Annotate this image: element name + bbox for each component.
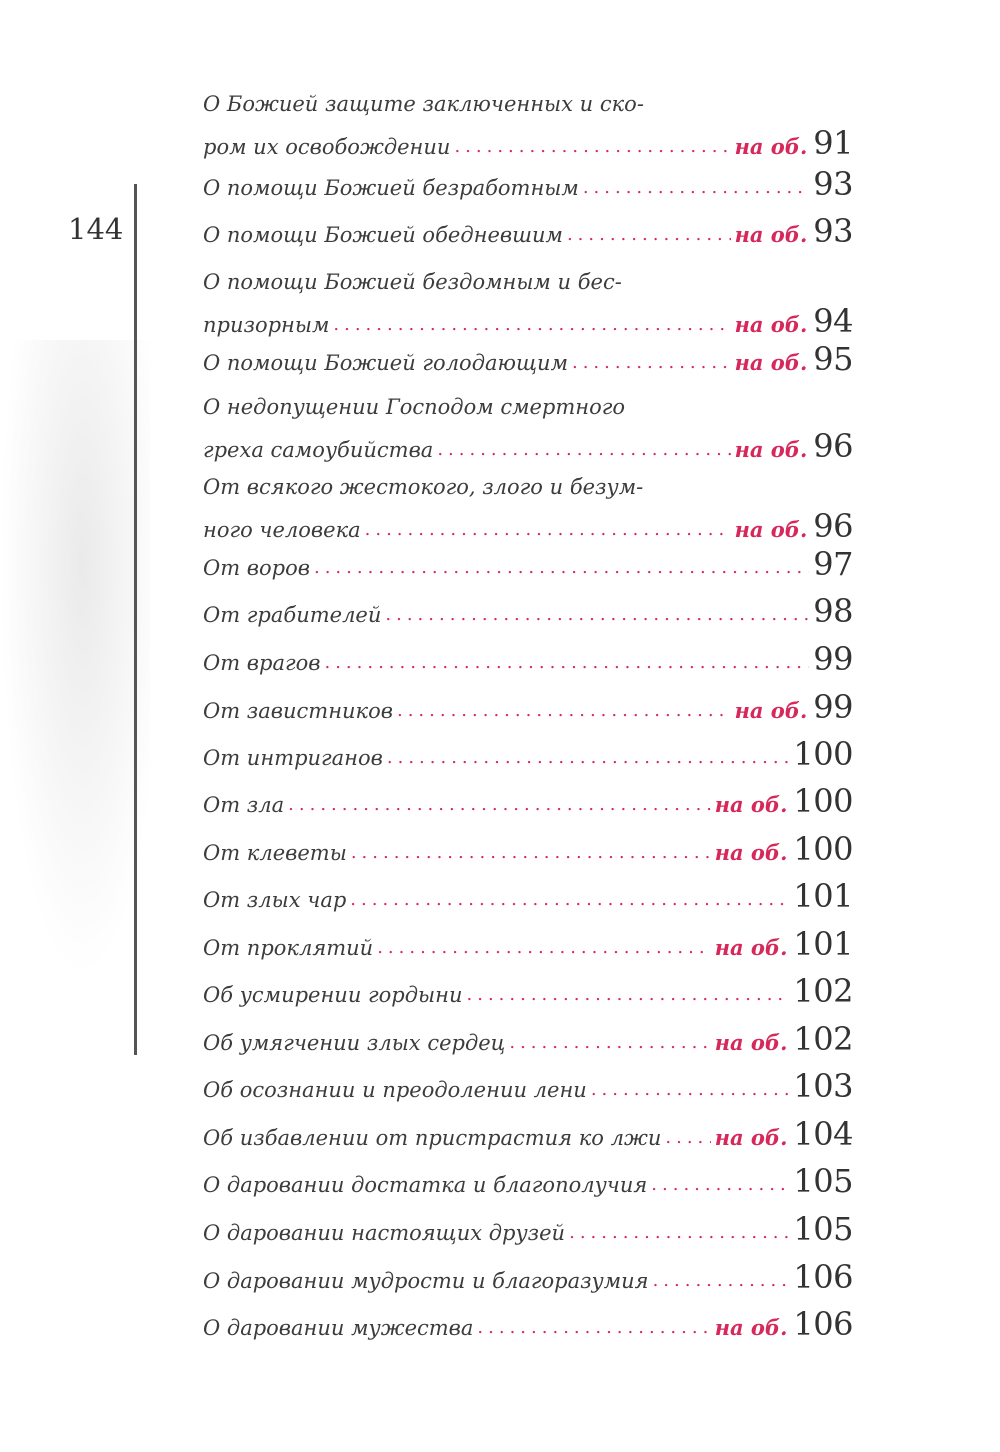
dot-leader <box>651 1174 789 1195</box>
toc-entry <box>203 212 853 250</box>
toc-entry-row <box>203 1115 853 1153</box>
toc-page-number: 93 <box>813 212 853 250</box>
dot-leader <box>397 700 731 721</box>
toc-entry-row <box>203 830 853 868</box>
dot-leader <box>333 314 730 335</box>
toc-entry-row <box>203 507 853 545</box>
toc-page-number: 106 <box>793 1258 853 1296</box>
toc-entry-row <box>203 1210 853 1248</box>
on-insert-label: на об. <box>734 312 808 337</box>
toc-page-number: 104 <box>793 1115 853 1153</box>
toc-entry <box>203 830 853 868</box>
toc-entry <box>203 1115 853 1153</box>
toc-entry <box>203 1210 853 1248</box>
on-insert-label: на об. <box>714 840 788 865</box>
toc-entry-row <box>203 1020 853 1058</box>
toc-entry-title: От зла <box>203 793 285 817</box>
toc-page-number: 101 <box>793 877 853 915</box>
toc-entry-row <box>203 1305 853 1343</box>
toc-entry-title: О помощи Божией обедневшим <box>203 223 563 247</box>
toc-entry-row <box>203 640 853 678</box>
toc-entry-title: греха самоубийства <box>203 438 434 462</box>
toc-page-number: 95 <box>813 340 853 378</box>
toc-entry-title: От воров <box>203 556 310 580</box>
toc-page-number: 94 <box>813 302 853 340</box>
toc-entry-row <box>203 925 853 963</box>
toc-page-number: 100 <box>793 735 853 773</box>
toc-page-number: 103 <box>793 1067 853 1105</box>
dot-leader <box>454 136 730 157</box>
toc-page-number: 102 <box>793 1020 853 1058</box>
toc-entry <box>203 640 853 678</box>
toc-entry <box>203 877 853 915</box>
dot-leader <box>653 1270 790 1291</box>
dot-leader <box>437 439 730 460</box>
toc-page-number: 91 <box>813 124 853 162</box>
toc-page-number: 99 <box>813 640 853 678</box>
toc-entry-title-line: О помощи Божией бездомным и бес- <box>203 270 622 294</box>
toc-entry-row <box>203 782 853 820</box>
toc-page-number: 100 <box>793 782 853 820</box>
dot-leader <box>569 1222 789 1243</box>
dot-leader <box>509 1032 710 1053</box>
on-insert-label: на об. <box>714 1125 788 1150</box>
dot-leader <box>288 794 711 815</box>
toc-page-number: 98 <box>813 592 853 630</box>
toc-entry-title: ром их освобождении <box>203 135 451 159</box>
dot-leader <box>314 557 809 578</box>
on-insert-label: на об. <box>734 222 808 247</box>
toc-entry <box>203 545 853 583</box>
toc-page-number: 106 <box>793 1305 853 1343</box>
toc-entry-row <box>203 427 853 465</box>
toc-entry-title: Об умягчении злых сердец <box>203 1031 506 1055</box>
toc-entry-title: От грабителей <box>203 603 382 627</box>
on-insert-label: на об. <box>734 134 808 159</box>
toc-entry <box>203 165 853 203</box>
toc-entry-row <box>203 735 853 773</box>
dot-leader <box>477 1317 710 1338</box>
toc-entry-title: О помощи Божией безработным <box>203 176 579 200</box>
toc-entry-title: Об избавлении от пристрастия ко лжи <box>203 1126 662 1150</box>
dot-leader <box>572 352 731 373</box>
toc-entry <box>203 735 853 773</box>
toc-entry-row <box>203 972 853 1010</box>
toc-entry-row <box>203 688 853 726</box>
toc-entry <box>203 475 853 545</box>
dot-leader <box>350 889 789 910</box>
toc-entry-title: Об осознании и преодолении лени <box>203 1078 587 1102</box>
dot-leader <box>567 224 731 245</box>
toc-page-number: 105 <box>793 1162 853 1200</box>
toc-entry-title: От завистников <box>203 699 393 723</box>
dot-leader <box>591 1079 790 1100</box>
on-insert-label: на об. <box>714 792 788 817</box>
toc-entry <box>203 270 853 340</box>
toc-entry-row <box>203 1258 853 1296</box>
toc-page-number: 99 <box>813 688 853 726</box>
dot-leader <box>324 652 809 673</box>
toc-page-number: 96 <box>813 427 853 465</box>
toc-entry <box>203 972 853 1010</box>
toc-entry <box>203 92 853 162</box>
toc-entry-title: От злых чар <box>203 888 347 912</box>
on-insert-label: на об. <box>714 935 788 960</box>
toc-page-number: 105 <box>793 1210 853 1248</box>
toc-entry <box>203 688 853 726</box>
toc-entry-row <box>203 165 853 203</box>
toc-entry-title: От врагов <box>203 651 321 675</box>
on-insert-label: на об. <box>714 1315 788 1340</box>
toc-entry-row <box>203 877 853 915</box>
toc-entry-title: О даровании мудрости и благоразумия <box>203 1269 649 1293</box>
toc-entry-row <box>203 302 853 340</box>
toc-entry <box>203 592 853 630</box>
toc-entry-title: ного человека <box>203 518 361 542</box>
dot-leader <box>467 984 790 1005</box>
toc-entry-row <box>203 1067 853 1105</box>
toc-page-number: 102 <box>793 972 853 1010</box>
toc-entry <box>203 1258 853 1296</box>
toc-entry <box>203 340 853 378</box>
page-number: 144 <box>68 212 124 246</box>
faded-illustration <box>0 340 150 980</box>
toc-entry-title: О помощи Божией голодающим <box>203 351 568 375</box>
dot-leader <box>385 604 809 625</box>
toc-entry-title-line: От всякого жестокого, злого и безум- <box>203 475 644 499</box>
vertical-rule <box>134 184 137 1055</box>
toc-page-number: 97 <box>813 545 853 583</box>
toc-entry-title: Об усмирении гордыни <box>203 983 463 1007</box>
toc-entry <box>203 395 853 465</box>
dot-leader <box>583 177 809 198</box>
toc-entry-title: О даровании достатка и благополучия <box>203 1173 648 1197</box>
toc-entry <box>203 1020 853 1058</box>
toc-entry-row <box>203 1162 853 1200</box>
toc-entry-title: От клеветы <box>203 841 347 865</box>
toc-entry-row <box>203 545 853 583</box>
toc-entry-row <box>203 592 853 630</box>
toc-entry-row <box>203 212 853 250</box>
toc-page-number: 100 <box>793 830 853 868</box>
toc-page-number: 93 <box>813 165 853 203</box>
toc-entry-row <box>203 124 853 162</box>
toc-entry-title: От интриганов <box>203 746 383 770</box>
toc-entry <box>203 782 853 820</box>
toc-entry-title: призорным <box>203 313 330 337</box>
toc-entry-title-line: О недопущении Господом смертного <box>203 395 626 419</box>
on-insert-label: на об. <box>734 350 808 375</box>
on-insert-label: на об. <box>734 698 808 723</box>
dot-leader <box>377 937 711 958</box>
toc-entry <box>203 1162 853 1200</box>
on-insert-label: на об. <box>734 517 808 542</box>
toc-page-number: 96 <box>813 507 853 545</box>
toc-entry-row <box>203 340 853 378</box>
on-insert-label: на об. <box>714 1030 788 1055</box>
toc-entry-title: О даровании настоящих друзей <box>203 1221 566 1245</box>
dot-leader <box>351 842 711 863</box>
toc-entry-title: От проклятий <box>203 936 374 960</box>
toc-entry <box>203 925 853 963</box>
toc-entry <box>203 1305 853 1343</box>
dot-leader <box>665 1127 710 1148</box>
toc-entry-title-line: О Божией защите заключенных и ско- <box>203 92 644 116</box>
toc-entry-title: О даровании мужества <box>203 1316 474 1340</box>
toc-page-number: 101 <box>793 925 853 963</box>
toc-entry <box>203 1067 853 1105</box>
on-insert-label: на об. <box>734 437 808 462</box>
dot-leader <box>365 519 731 540</box>
dot-leader <box>387 747 790 768</box>
